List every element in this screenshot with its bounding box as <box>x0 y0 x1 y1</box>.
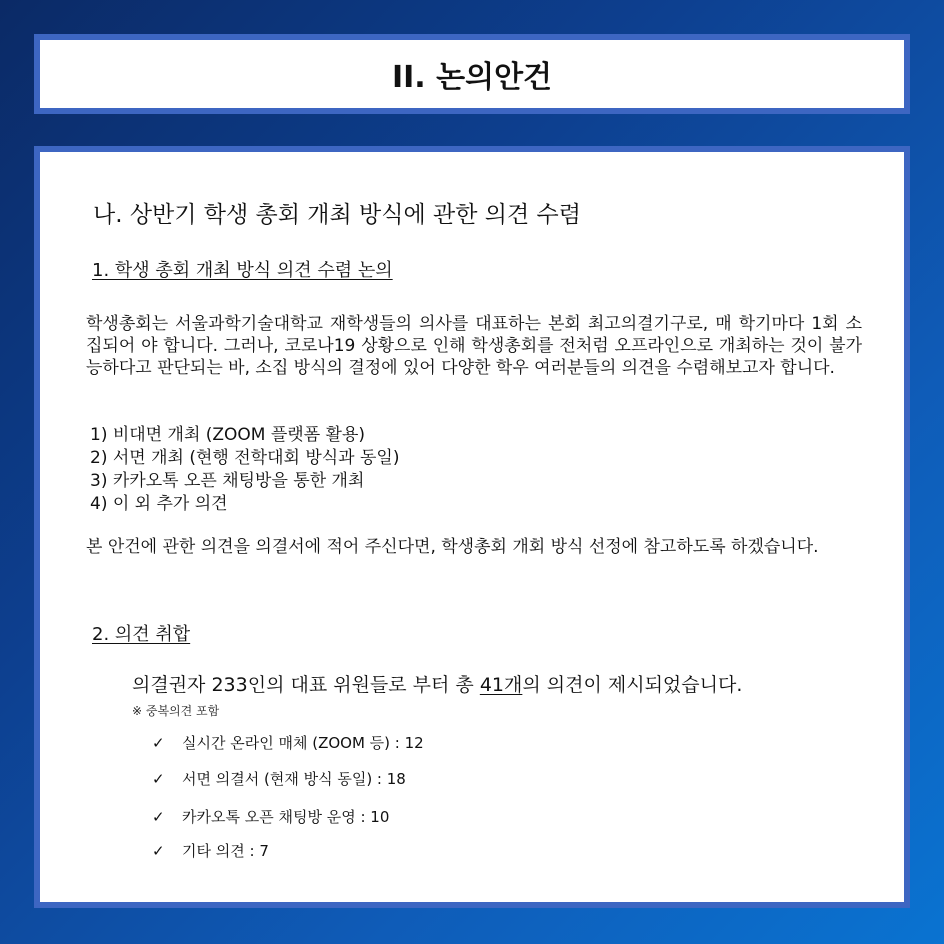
title-box <box>34 34 910 114</box>
closing-paragraph: 본 안건에 관한 의견을 의결서에 적어 주신다면, 학생총회 개회 방식 선정에 참고하도록 하겠습니다. <box>86 537 819 557</box>
result-item <box>152 732 424 753</box>
summary-prefix: 의결권자 233인의 대표 위원들로 부터 총 <box>132 674 480 696</box>
result-label: 실시간 온라인 매체 (ZOOM 등) : 12 <box>182 734 424 752</box>
result-label: 서면 의결서 (현재 방식 동일) : 18 <box>182 770 406 788</box>
page-title: II. 논의안건 <box>391 60 553 95</box>
check-icon: ✓ <box>152 769 165 788</box>
options-list <box>90 424 399 516</box>
option-item: 4) 이 외 추가 의견 <box>90 494 228 514</box>
duplicate-note: ※ 중복의견 포함 <box>132 704 220 718</box>
summary-suffix: 의 의견이 제시되었습니다. <box>522 674 743 696</box>
intro-paragraph: 학생총회는 서울과학기술대학교 재학생들의 의사를 대표하는 본회 최고의결기구로, 매 학기마다 1회 소집되어 야 합니다. 그러나, 코로나19 상황으로 인해 학생총회를 전처럼 오프라인으로 개최하는 것이 불가능하다고 판단되는 바, 소집 방식의 결정에 있어 다양한 학우 여러분들의 의견을 수렴해보고자 합니다. <box>86 314 862 378</box>
subsection-heading-discussion: 1. 학생 총회 개최 방식 의견 수렴 논의 <box>92 260 393 281</box>
option-item: 1) 비대면 개최 (ZOOM 플랫폼 활용) <box>90 425 366 445</box>
check-icon: ✓ <box>152 841 165 860</box>
check-icon: ✓ <box>152 807 165 826</box>
result-item <box>152 806 389 827</box>
result-label: 카카오톡 오픈 채팅방 운영 : 10 <box>182 808 390 826</box>
section-title: 나. 상반기 학생 총회 개최 방식에 관한 의견 수렴 <box>93 202 581 228</box>
result-item <box>152 840 269 861</box>
option-item: 2) 서면 개최 (현행 전학대회 방식과 동일) <box>90 448 400 468</box>
result-label: 기타 의견 : 7 <box>182 842 269 860</box>
content-box <box>34 146 910 908</box>
option-item: 3) 카카오톡 오픈 채팅방을 통한 개최 <box>90 471 365 491</box>
summary-count: 41개 <box>479 674 523 696</box>
summary-line <box>132 670 742 697</box>
check-icon: ✓ <box>152 733 165 752</box>
result-item <box>152 768 406 789</box>
subsection-heading-results: 2. 의견 취합 <box>92 624 191 645</box>
